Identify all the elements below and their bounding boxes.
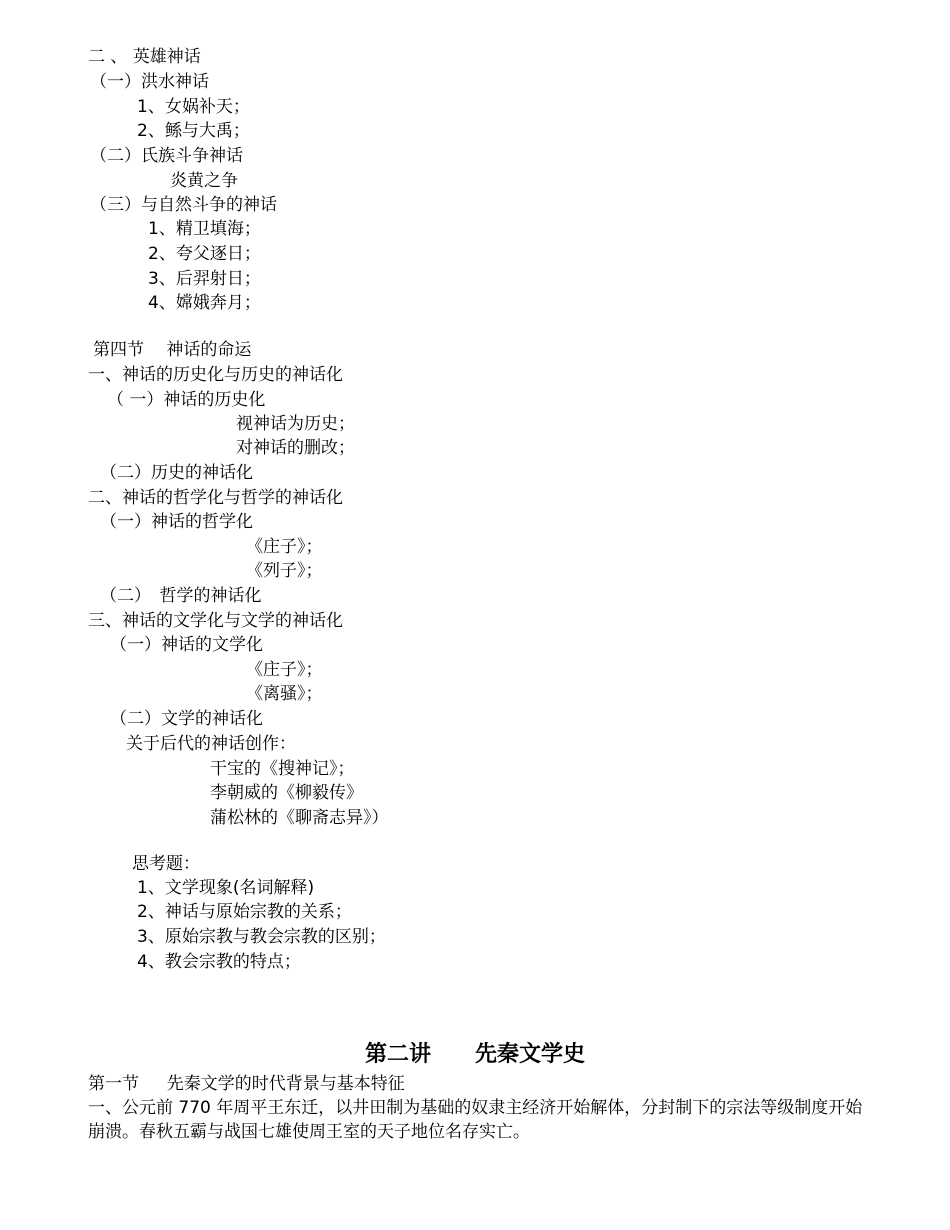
list-item: 1、女娲补天； — [137, 97, 250, 117]
list-item: 《列子》； — [246, 561, 323, 581]
question-item: 4、教会宗教的特点； — [137, 952, 301, 972]
subheading-clan-struggle: （二）氏族斗争神话 — [90, 146, 243, 166]
list-item: 1、精卫填海； — [148, 219, 261, 239]
questions-heading: 思考题： — [132, 854, 200, 874]
list-item: 《庄子》； — [246, 537, 323, 557]
list-item: 视神话为历史； — [236, 414, 355, 434]
list-item: 《离骚》； — [246, 684, 323, 704]
list-item: 4、嫦娥奔月； — [148, 293, 261, 313]
list-item: 3、后羿射日； — [148, 269, 261, 289]
question-item: 3、原始宗教与教会宗教的区别； — [137, 927, 386, 947]
heading-literarization: 三、神话的文学化与文学的神话化 — [88, 611, 343, 631]
body-paragraph: 一、公元前 770 年周平王东迁，以井田制为基础的奴隶主经济开始解体，分封制下的宗法等级制度开始崩溃。春秋五霸与战国七雄使周王室的天子地位名存实亡。 — [88, 1098, 863, 1142]
subheading-flood-myths: （一）洪水神话 — [90, 72, 209, 92]
lecture-title: 第二讲 先秦文学史 — [364, 1042, 585, 1067]
list-item: 2、鲧与大禹； — [137, 121, 250, 141]
subheading: （ 一）神话的历史化 — [107, 390, 266, 410]
subheading: （二）文学的神话化 — [110, 709, 263, 729]
note-later-creations: 关于后代的神话创作： — [126, 734, 296, 754]
subheading: （二）历史的神话化 — [100, 463, 253, 483]
subheading: （二） 哲学的神话化 — [100, 586, 262, 606]
subheading: （一）神话的哲学化 — [100, 512, 253, 532]
list-item: 蒲松林的《聊斋志异》） — [210, 808, 389, 828]
list-item: 《庄子》； — [246, 660, 323, 680]
question-item: 1、文学现象(名词解释) — [137, 878, 315, 898]
heading-historicization: 一、神话的历史化与历史的神话化 — [88, 365, 343, 385]
list-item: 对神话的删改； — [236, 438, 355, 458]
heading-hero-myths: 二 、 英雄神话 — [88, 47, 201, 67]
list-item: 干宝的《搜神记》； — [210, 759, 355, 779]
list-item: 炎黄之争 — [170, 171, 238, 191]
question-item: 2、神话与原始宗教的关系； — [137, 902, 352, 922]
list-item: 2、夸父逐日； — [148, 244, 261, 264]
list-item: 李朝威的《柳毅传》 — [210, 783, 363, 803]
subheading: （一）神话的文学化 — [110, 635, 263, 655]
heading-philosophization: 二、神话的哲学化与哲学的神话化 — [88, 488, 343, 508]
section-heading: 第一节 先秦文学的时代背景与基本特征 — [88, 1074, 405, 1094]
subheading-nature-struggle: （三）与自然斗争的神话 — [90, 195, 277, 215]
section-heading-fate-of-myths: 第四节 神话的命运 — [93, 340, 252, 360]
